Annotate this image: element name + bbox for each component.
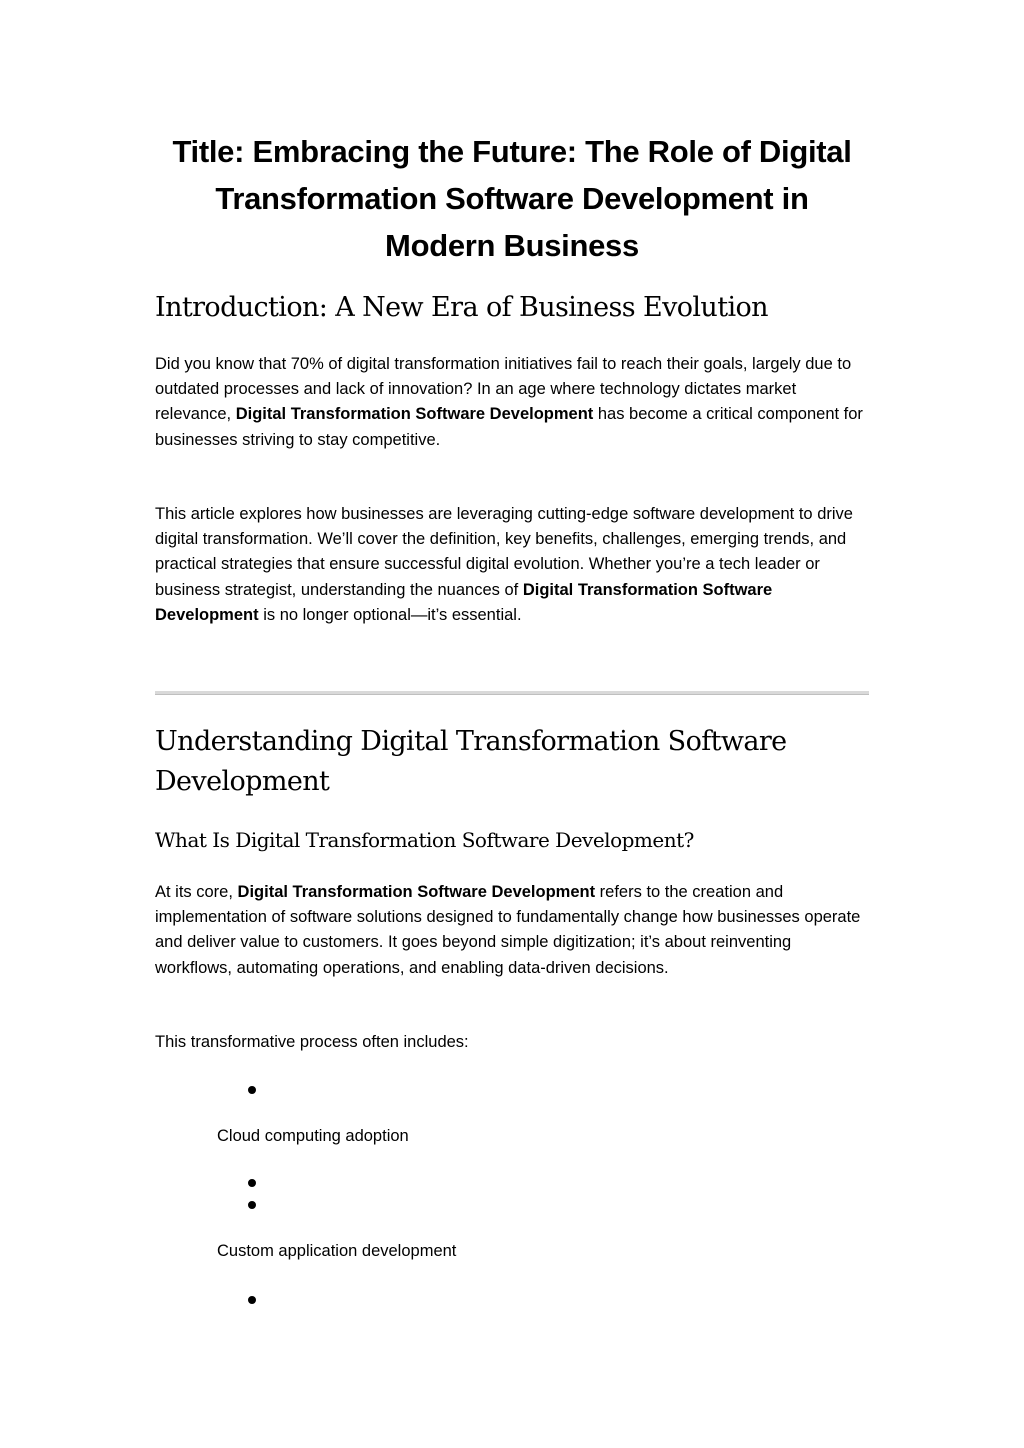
intro-paragraph-1 [155,352,871,453]
understanding-heading: Understanding Digital Transformation Software Development [155,726,787,797]
intro-p2-text-end: is no longer optional—it’s essential. [258,605,522,624]
list-item: Custom application development [217,1242,457,1260]
intro-p2-text: This article explores how businesses are leveraging cutting-edge software development to drive digital transformation. We’ll cover the definition, key benefits, challenges, emerging trends, and practical strategies that ensure successful digital evolution. Whether you’re a tech leader or business strategist, understanding the nuances of [155,505,853,599]
intro-heading: Introduction: A New Era of Business Evolution [155,292,768,323]
understanding-p1-bold: Digital Transformation Software Development [237,883,596,901]
understanding-paragraph-1 [155,880,871,981]
what-is-subheading: What Is Digital Transformation Software Development? [155,828,694,852]
horizontal-divider [155,691,869,695]
understanding-paragraph-2: This transformative process often includes: [155,1033,469,1051]
intro-p1-text: Did you know that 70% of digital transformation initiatives fail to reach their goals, largely due to outdated processes and lack of innovation? In an age where technology dictates market relevance, [155,355,852,424]
list-item: Cloud computing adoption [217,1127,409,1145]
understanding-p1-text-end: refers to the creation and implementation of software solutions designed to fundamentally change how businesses operate and deliver value to customers. It goes beyond simple digitization; it’s about reinventing workflows, automating operations, and enabling data-driven decisions. [155,883,861,977]
intro-p2-bold: Digital Transformation Software Development [155,580,773,624]
bullet-icon [248,1296,256,1304]
bullet-icon [248,1201,256,1209]
understanding-p1-text: At its core, [155,883,238,901]
bullet-icon [248,1179,256,1187]
intro-p1-text-end: has become a critical component for businesses striving to stay competitive. [155,405,863,449]
intro-paragraph-2 [155,502,871,628]
document-title: Title: Embracing the Future: The Role of Digital Transformation Software Development in Modern Business [172,134,852,263]
intro-p1-bold: Digital Transformation Software Development [235,405,594,424]
bullet-icon [248,1086,256,1094]
